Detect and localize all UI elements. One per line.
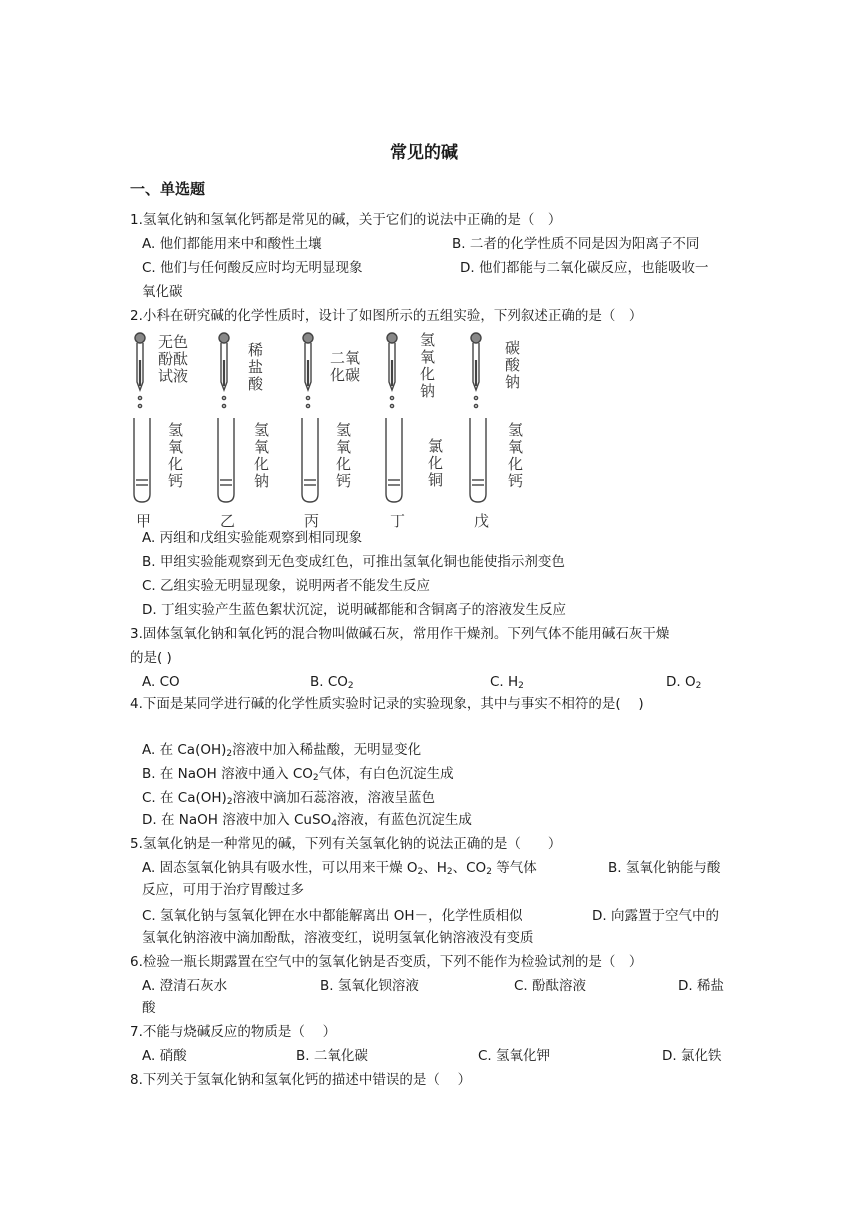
dropper-label-1: 无色 酚酞 试液 [158,333,189,385]
question-3-stem-continued: 的是( ) [130,650,172,666]
dropper-label-5: 碳 酸 钠 [505,339,521,391]
question-3-option-b: B. $CO_2$ [310,674,354,691]
question-4-option-d: D. 在 NaOH 溶液中加入 CuSO$_4$溶液，有蓝色沉淀生成 [142,812,472,829]
question-7-option-a: A. 硝酸 [142,1048,187,1064]
section-heading: 一、单选题 [130,180,206,198]
question-4-option-c: C. 在 $Ca(OH)_2$溶液中滴加石蕊溶液，溶液呈蓝色 [142,790,436,807]
question-1-option-a: A. 他们都能用来中和酸性土壤 [142,236,322,252]
question-6-option-c: C. 酚酞溶液 [514,978,587,994]
question-3-option-c: C. $H_2$ [490,674,524,691]
question-2-option-d: D. 丁组实验产生蓝色絮状沉淀，说明碱都能和含铜离子的溶液发生反应 [142,602,566,618]
question-5-option-b-continued: 反应，可用于治疗胃酸过多 [142,882,304,898]
question-3-option-a: A. CO [142,674,180,690]
question-5-stem: 5.氢氧化钠是一种常见的碱，下列有关氢氧化钠的说法正确的是（ ） [130,836,562,852]
group-label-4: 丁 [390,512,406,530]
question-3-stem: 3.固体氢氧化钠和氧化钙的混合物叫做碱石灰，常用作干燥剂。下列气体不能用碱石灰干燥 [130,626,670,642]
tube-label-5: 氢 氧 化 钙 [508,421,524,490]
dropper-tube-group-3 [302,333,318,502]
dropper-label-3: 二氧 化碳 [330,349,361,384]
question-1-option-d-continued: 氧化碳 [142,284,183,300]
question-7-option-c: C. 氢氧化钾 [478,1048,551,1064]
question-2-option-c: C. 乙组实验无明显现象，说明两者不能发生反应 [142,578,431,594]
dropper-tube-group-1 [134,333,150,502]
question-1-option-c: C. 他们与任何酸反应时均无明显现象 [142,260,363,276]
dropper-label-4: 氢 氧 化 钠 [420,331,436,400]
question-4-option-b: B. 在 NaOH 溶液中通入 $CO_2$气体，有白色沉淀生成 [142,766,454,783]
group-label-3: 丙 [304,512,320,530]
experiment-figure [128,330,548,530]
group-label-2: 乙 [220,512,236,530]
question-5-option-a: A. 固态氢氧化钠具有吸水性，可以用来干燥 $O_2$、$H_2$、$CO_2$ 等气体 [142,860,537,877]
question-6-option-b: B. 氢氧化钡溶液 [320,978,419,994]
question-2-option-b: B. 甲组实验能观察到无色变成红色，可推出氢氧化铜也能使指示剂变色 [142,554,565,570]
question-4-stem: 4.下面是某同学进行碱的化学性质实验时记录的实验现象，其中与事实不相符的是( ) [130,696,644,712]
dropper-tube-group-4 [386,333,402,502]
question-3-option-d: D. $O_2$ [666,674,702,691]
question-5-option-b: B. 氢氧化钠能与酸 [608,860,721,876]
question-7-option-b: B. 二氧化碳 [296,1048,368,1064]
question-6-option-d: D. 稀盐 [678,978,724,994]
question-2-option-a: A. 丙组和戊组实验能观察到相同现象 [142,530,363,546]
dropper-tube-group-2 [218,333,234,502]
question-7-stem: 7.不能与烧碱反应的物质是（ ） [130,1024,337,1040]
question-5-option-d-continued: 氢氧化钠溶液中滴加酚酞，溶液变红，说明氢氧化钠溶液没有变质 [142,930,534,946]
tube-label-4: 氯 化 铜 [428,437,444,489]
question-8-stem: 8.下列关于氢氧化钠和氢氧化钙的描述中错误的是（ ） [130,1072,472,1088]
question-1-option-d: D. 他们都能与二氧化碳反应，也能吸收一 [460,260,709,276]
tube-label-2: 氢 氧 化 钠 [254,421,270,490]
tube-label-3: 氢 氧 化 钙 [336,421,352,490]
dropper-tube-group-5 [470,333,486,502]
question-5-option-d: D. 向露置于空气中的 [592,908,719,924]
question-1-option-b: B. 二者的化学性质不同是因为阳离子不同 [452,236,700,252]
tube-label-1: 氢 氧 化 钙 [168,421,184,490]
page-title: 常见的碱 [390,143,458,163]
question-4-option-a: A. 在 $Ca(OH)_2$溶液中加入稀盐酸，无明显变化 [142,742,422,759]
question-5-option-c: C. 氢氧化钠与氢氧化钾在水中都能解离出 OH－，化学性质相似 [142,908,523,924]
question-2-stem: 2.小科在研究碱的化学性质时，设计了如图所示的五组实验，下列叙述正确的是（ ） [130,308,643,324]
dropper-label-2: 稀 盐 酸 [248,341,264,393]
question-7-option-d: D. 氯化铁 [662,1048,722,1064]
question-1-stem: 1.氢氧化钠和氢氧化钙都是常见的碱，关于它们的说法中正确的是（ ） [130,212,562,228]
group-label-1: 甲 [136,512,152,530]
group-label-5: 戊 [474,512,490,530]
question-6-option-a: A. 澄清石灰水 [142,978,228,994]
question-6-option-d-continued: 酸 [142,1000,156,1016]
question-6-stem: 6.检验一瓶长期露置在空气中的氢氧化钠是否变质，下列不能作为检验试剂的是（ ） [130,954,643,970]
